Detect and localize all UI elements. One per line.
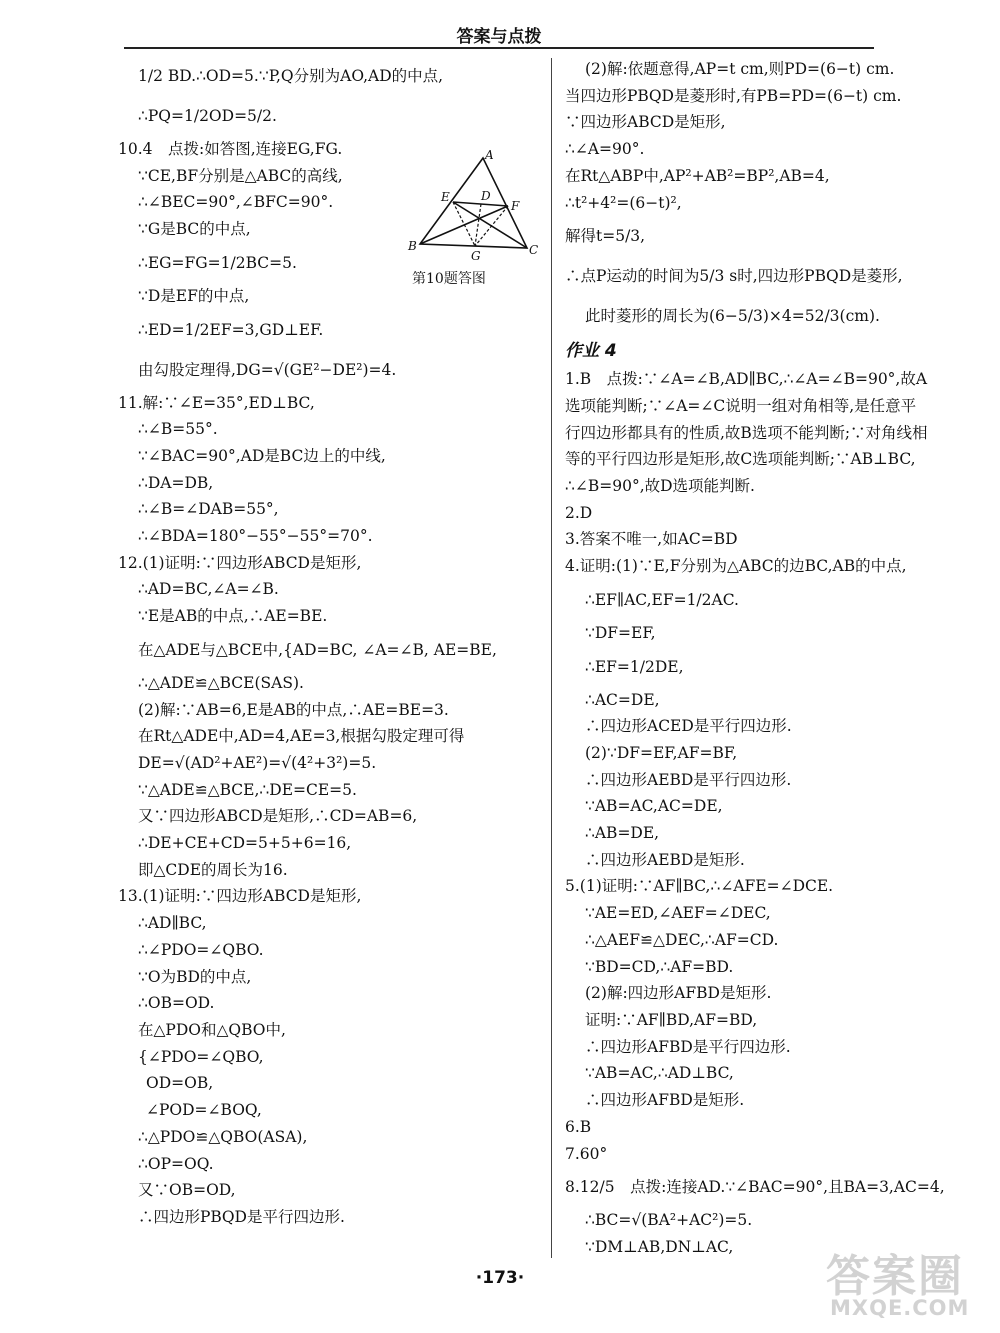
page-number: ·173· bbox=[475, 1268, 525, 1288]
answer-line: ∴∠BEC=90°,∠BFC=90°. bbox=[138, 193, 334, 212]
answer-line: 在Rt△ADE中,AD=4,AE=3,根据勾股定理可得 bbox=[138, 727, 465, 746]
watermark-logo bbox=[808, 1240, 988, 1325]
answer-line: ∴t²+4²=(6−t)², bbox=[565, 193, 682, 212]
answer-line: 由勾股定理得,DG=√(GE²−DE²)=4. bbox=[138, 360, 397, 379]
answer-line: ∵O为BD的中点, bbox=[138, 967, 252, 986]
answer-line: ∴AB=DE, bbox=[585, 824, 660, 843]
answer-line: 行四边形都具有的性质,故B选项不能判断;∵对角线相 bbox=[565, 423, 928, 442]
answer-line: ∴EG=FG=1/2BC=5. bbox=[138, 253, 297, 272]
answer-line: (2)解:依题意得,AP=t cm,则PD=(6−t) cm. bbox=[585, 60, 895, 78]
label-e: E bbox=[441, 190, 450, 204]
answer-line: ∵DM⊥AB,DN⊥AC, bbox=[585, 1237, 734, 1256]
answer-line: ∵AB=AC,∴AD⊥BC, bbox=[585, 1064, 734, 1083]
answer-line: 选项能判断;∵∠A=∠C说明一组对角相等,是任意平 bbox=[565, 396, 917, 415]
answer-line: 4.证明:(1)∵E,F分别为△ABC的边BC,AB的中点, bbox=[565, 557, 907, 576]
answer-line: 3.答案不唯一,如AC=BD bbox=[565, 530, 738, 549]
answer-line: ∴DA=DB, bbox=[138, 473, 214, 492]
answer-line: ∴BC=√(BA²+AC²)=5. bbox=[585, 1211, 753, 1230]
answer-line: ∴DE+CE+CD=5+5+6=16, bbox=[138, 834, 352, 853]
answer-line: ∵DF=EF, bbox=[585, 623, 656, 642]
right-column bbox=[565, 56, 985, 1261]
answer-line: ∴∠B=90°,故D选项能判断. bbox=[565, 477, 755, 496]
answer-line: ∴△PDO≌△QBO(ASA), bbox=[138, 1127, 308, 1146]
label-a: A bbox=[485, 148, 494, 162]
answer-line: 1/2 BD.∴OD=5.∵P,Q分别为AO,AD的中点, bbox=[138, 67, 444, 85]
answer-line: (2)∵DF=EF,AF=BF, bbox=[585, 743, 738, 762]
answer-line: ∴AD∥BC, bbox=[138, 914, 207, 933]
answer-line: DE=√(AD²+AE²)=√(4²+3²)=5. bbox=[138, 753, 377, 772]
label-g: G bbox=[471, 249, 481, 263]
label-f: F bbox=[511, 199, 520, 213]
answer-line: 在△PDO和△QBO中, bbox=[138, 1020, 286, 1039]
label-c: C bbox=[529, 243, 539, 257]
answer-line: 11.解:∵∠E=35°,ED⊥BC, bbox=[118, 393, 315, 412]
answer-line: OD=OB, bbox=[146, 1074, 214, 1093]
answer-line: (2)解:∵AB=6,E是AB的中点,∴AE=BE=3. bbox=[138, 700, 449, 719]
answer-line: ∴四边形PBQD是平行四边形. bbox=[138, 1207, 345, 1226]
answer-line: ∴∠A=90°. bbox=[565, 140, 645, 159]
answer-line: ∴四边形AFBD是平行四边形. bbox=[585, 1037, 791, 1056]
watermark-url: MXQE.COM bbox=[830, 1296, 970, 1320]
answer-line: ∴四边形AEBD是平行四边形. bbox=[585, 770, 792, 789]
answer-line: ∴EF=1/2DE, bbox=[585, 657, 684, 676]
answer-line: ∵AB=AC,AC=DE, bbox=[585, 797, 723, 816]
answer-line: ∴AC=DE, bbox=[585, 690, 660, 709]
answer-line: ∴∠BDA=180°−55°−55°=70°. bbox=[138, 527, 373, 546]
answer-line: ∴ED=1/2EF=3,GD⊥EF. bbox=[138, 320, 324, 339]
answer-line: 等的平行四边形是矩形,故C选项能判断;∵AB⊥BC, bbox=[565, 450, 916, 469]
answer-line: 7.60° bbox=[565, 1144, 608, 1163]
answer-line: 证明:∵AF∥BD,AF=BD, bbox=[585, 1010, 758, 1029]
answer-line: ∴OP=OQ. bbox=[138, 1154, 214, 1173]
answer-line: 5.(1)证明:∵AF∥BC,∴∠AFE=∠DCE. bbox=[565, 877, 834, 896]
segment-dg bbox=[475, 204, 481, 246]
header-rule bbox=[124, 47, 874, 49]
answer-line: ∴△ADE≌△BCE(SAS). bbox=[138, 673, 304, 692]
answer-line: ∵E是AB的中点,∴AE=BE. bbox=[138, 607, 328, 626]
answer-line: ∴∠B=55°. bbox=[138, 420, 218, 439]
answer-line: (2)解:四边形AFBD是矩形. bbox=[585, 984, 772, 1003]
answer-line: 6.B bbox=[565, 1117, 592, 1136]
answer-line: 在Rt△ABP中,AP²+AB²=BP²,AB=4, bbox=[565, 166, 830, 185]
answer-line: ∴点P运动的时间为5/3 s时,四边形PBQD是菱形, bbox=[565, 267, 903, 286]
answer-line: ∵CE,BF分别是△ABC的高线, bbox=[138, 166, 343, 185]
answer-line: ∴四边形AFBD是矩形. bbox=[585, 1091, 745, 1110]
answer-line: ∴∠PDO=∠QBO. bbox=[138, 940, 264, 959]
answer-line: ∵∠BAC=90°,AD是BC边上的中线, bbox=[138, 446, 386, 465]
answer-line: 即△CDE的周长为16. bbox=[138, 860, 288, 879]
answer-line: ∵△ADE≌△BCE,∴DE=CE=5. bbox=[138, 780, 357, 799]
answer-line: ∴AD=BC,∠A=∠B. bbox=[138, 580, 279, 599]
answer-line: 解得t=5/3, bbox=[565, 227, 646, 246]
answer-line: 2.D bbox=[565, 503, 593, 522]
answer-line: 在△ADE与△BCE中,{AD=BC, ∠A=∠B, AE=BE, bbox=[138, 640, 497, 659]
column-divider bbox=[551, 58, 552, 1258]
answer-line: 此时菱形的周长为(6−5/3)×4=52/3(cm). bbox=[585, 307, 880, 326]
answer-line: ∴四边形AEBD是矩形. bbox=[585, 850, 745, 869]
answer-line: 8.12/5 点拨:连接AD.∵∠BAC=90°,且BA=3,AC=4, bbox=[565, 1178, 945, 1197]
figure-caption: 第10题答图 bbox=[412, 271, 486, 287]
answer-line: 13.(1)证明:∵四边形ABCD是矩形, bbox=[118, 887, 362, 906]
answer-line: 12.(1)证明:∵四边形ABCD是矩形, bbox=[118, 553, 362, 572]
answer-line: 又∵OB=OD, bbox=[138, 1181, 236, 1200]
answer-line: ∠POD=∠BOQ, bbox=[146, 1101, 262, 1120]
page-header: 答案与点拨 bbox=[456, 27, 542, 47]
answer-line: {∠PDO=∠QBO, bbox=[138, 1047, 264, 1066]
answer-line: ∵BD=CD,∴AF=BD. bbox=[585, 957, 734, 976]
answer-line: ∴△AEF≌△DEC,∴AF=CD. bbox=[585, 930, 779, 949]
answer-line: ∵AE=ED,∠AEF=∠DEC, bbox=[585, 904, 771, 923]
section-heading: 作业 4 bbox=[565, 341, 617, 362]
answer-line: 1.B 点拨:∵∠A=∠B,AD∥BC,∴∠A=∠B=90°,故A bbox=[565, 370, 928, 389]
segment-fg bbox=[475, 206, 508, 246]
answer-line: 又∵四边形ABCD是矩形,∴CD=AB=6, bbox=[138, 807, 418, 826]
answer-line: ∵四边形ABCD是矩形, bbox=[565, 113, 726, 132]
answer-line: ∴EF∥AC,EF=1/2AC. bbox=[585, 590, 739, 609]
answer-line: ∴四边形ACED是平行四边形. bbox=[585, 717, 792, 736]
answer-line: ∴PQ=1/2OD=5/2. bbox=[138, 107, 277, 125]
answer-line: 10.4 点拨:如答图,连接EG,FG. bbox=[118, 140, 343, 158]
label-d: D bbox=[481, 189, 491, 203]
answer-line: ∴∠B=∠DAB=55°, bbox=[138, 500, 279, 519]
answer-line: ∵G是BC的中点, bbox=[138, 220, 251, 239]
answer-line: ∵D是EF的中点, bbox=[138, 286, 250, 305]
label-b: B bbox=[408, 239, 417, 253]
watermark-text: 答案圈 bbox=[826, 1251, 964, 1302]
answer-line: 当四边形PBQD是菱形时,有PB=PD=(6−t) cm. bbox=[565, 86, 902, 105]
answer-line: ∴OB=OD. bbox=[138, 994, 215, 1013]
